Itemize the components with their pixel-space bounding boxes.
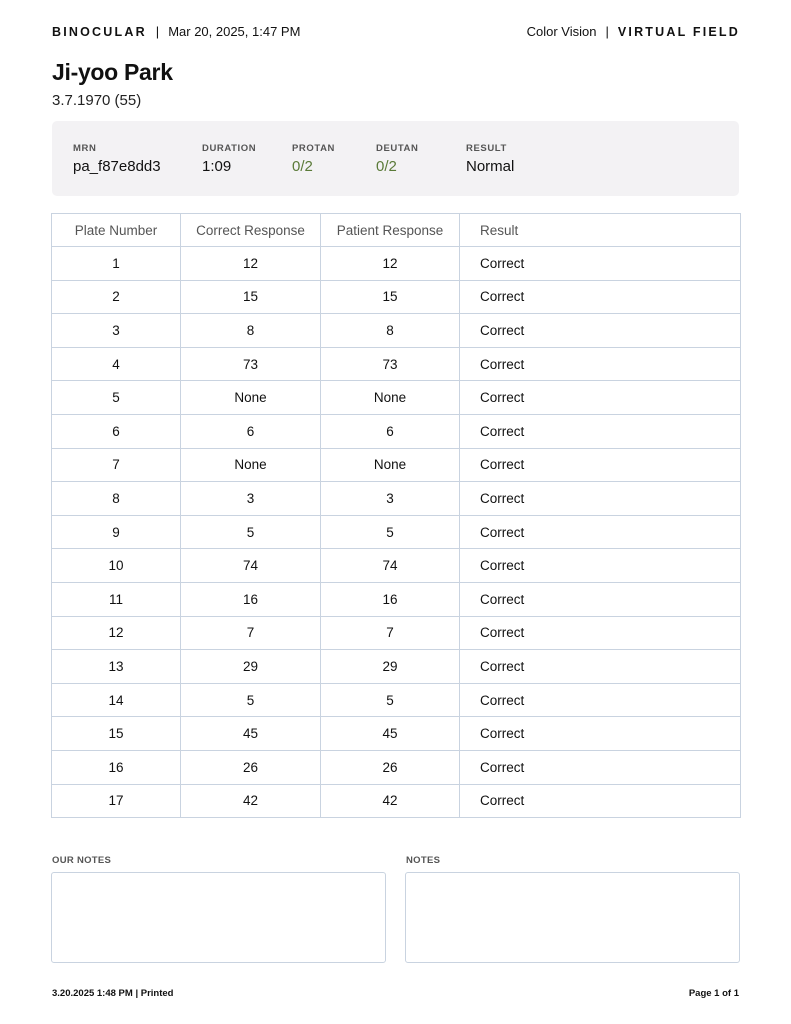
patient-response-cell: 12: [321, 247, 460, 281]
patient-response-cell: 26: [321, 750, 460, 784]
table-row: [52, 381, 741, 415]
correct-response-cell: 3: [181, 482, 321, 516]
result-cell: Correct: [460, 683, 741, 717]
table-row: [52, 616, 741, 650]
correct-response-cell: 73: [181, 347, 321, 381]
plate-number-cell: 7: [52, 448, 181, 482]
patient-response-cell: 7: [321, 616, 460, 650]
result-cell: Correct: [460, 515, 741, 549]
summary-deutan: [376, 143, 418, 175]
table-row: [52, 650, 741, 684]
header-plate-number: Plate Number: [52, 214, 181, 247]
duration-value: 1:09: [202, 158, 232, 175]
table-header-row: [52, 214, 741, 247]
correct-response-cell: 5: [181, 515, 321, 549]
patient-response-cell: 6: [321, 414, 460, 448]
correct-response-cell: 12: [181, 247, 321, 281]
table-row: [52, 414, 741, 448]
our-notes-label: OUR NOTES: [52, 855, 112, 866]
table-body: [52, 247, 741, 818]
correct-response-cell: 6: [181, 414, 321, 448]
correct-response-cell: 42: [181, 784, 321, 818]
patient-response-cell: 29: [321, 650, 460, 684]
plate-number-cell: 12: [52, 616, 181, 650]
deutan-label: DEUTAN: [376, 143, 419, 154]
header-result: Result: [460, 214, 741, 247]
summary-protan: [292, 143, 335, 175]
patient-response-cell: 16: [321, 582, 460, 616]
header-separator: |: [155, 23, 160, 39]
table-row: [52, 482, 741, 516]
header-patient-response: Patient Response: [321, 214, 460, 247]
header-left: [52, 24, 300, 39]
result-cell: Correct: [460, 616, 741, 650]
table-row: [52, 582, 741, 616]
result-cell: Correct: [460, 280, 741, 314]
plate-number-cell: 3: [52, 314, 181, 348]
table-row: [52, 448, 741, 482]
test-name: Color Vision: [526, 23, 597, 39]
result-label: RESULT: [466, 143, 507, 154]
summary-duration: [202, 143, 256, 175]
mrn-label: MRN: [73, 143, 97, 154]
page-number: Page 1 of 1: [688, 988, 739, 999]
plate-number-cell: 4: [52, 347, 181, 381]
correct-response-cell: 5: [181, 683, 321, 717]
patient-name: Ji-yoo Park: [52, 59, 173, 85]
result-cell: Correct: [460, 314, 741, 348]
patient-response-cell: 8: [321, 314, 460, 348]
product-name: VIRTUAL FIELD: [617, 24, 740, 39]
table-row: [52, 549, 741, 583]
patient-response-cell: None: [321, 381, 460, 415]
protan-label: PROTAN: [292, 143, 336, 154]
notes-box[interactable]: [405, 872, 740, 963]
result-cell: Correct: [460, 650, 741, 684]
result-cell: Correct: [460, 784, 741, 818]
plate-number-cell: 5: [52, 381, 181, 415]
plate-number-cell: 14: [52, 683, 181, 717]
plate-number-cell: 11: [52, 582, 181, 616]
result-cell: Correct: [460, 347, 741, 381]
summary-mrn: [73, 143, 161, 175]
patient-response-cell: 42: [321, 784, 460, 818]
correct-response-cell: None: [181, 381, 321, 415]
correct-response-cell: 7: [181, 616, 321, 650]
table-row: [52, 515, 741, 549]
correct-response-cell: 8: [181, 314, 321, 348]
result-cell: Correct: [460, 750, 741, 784]
header-separator: |: [605, 23, 609, 39]
patient-response-cell: 15: [321, 280, 460, 314]
plate-number-cell: 2: [52, 280, 181, 314]
result-cell: Correct: [460, 717, 741, 751]
patient-response-cell: 5: [321, 683, 460, 717]
plate-number-cell: 6: [52, 414, 181, 448]
protan-value: 0/2: [292, 158, 313, 175]
patient-dob: 3.7.1970 (55): [52, 92, 142, 109]
plate-number-cell: 13: [52, 650, 181, 684]
deutan-value: 0/2: [376, 158, 397, 175]
plate-number-cell: 16: [52, 750, 181, 784]
correct-response-cell: 29: [181, 650, 321, 684]
brand-name: BINOCULAR: [52, 24, 147, 39]
table-row: [52, 280, 741, 314]
plate-number-cell: 8: [52, 482, 181, 516]
table-row: [52, 347, 741, 381]
correct-response-cell: None: [181, 448, 321, 482]
correct-response-cell: 74: [181, 549, 321, 583]
result-cell: Correct: [460, 549, 741, 583]
header-right: [527, 24, 740, 39]
plate-number-cell: 15: [52, 717, 181, 751]
result-cell: Correct: [460, 247, 741, 281]
mrn-value: pa_f87e8dd3: [73, 158, 161, 175]
correct-response-cell: 16: [181, 582, 321, 616]
result-cell: Correct: [460, 582, 741, 616]
table-row: [52, 750, 741, 784]
table-row: [52, 247, 741, 281]
summary-panel: [52, 121, 739, 196]
patient-response-cell: 45: [321, 717, 460, 751]
result-value: Normal: [466, 158, 515, 175]
patient-response-cell: 5: [321, 515, 460, 549]
summary-result: [466, 143, 514, 175]
report-datetime: Mar 20, 2025, 1:47 PM: [168, 23, 301, 39]
table-row: [52, 683, 741, 717]
patient-response-cell: 73: [321, 347, 460, 381]
plate-number-cell: 9: [52, 515, 181, 549]
result-cell: Correct: [460, 381, 741, 415]
plate-number-cell: 17: [52, 784, 181, 818]
patient-response-cell: None: [321, 448, 460, 482]
patient-response-cell: 3: [321, 482, 460, 516]
our-notes-box[interactable]: [51, 872, 386, 963]
correct-response-cell: 45: [181, 717, 321, 751]
result-cell: Correct: [460, 448, 741, 482]
plate-number-cell: 10: [52, 549, 181, 583]
patient-response-cell: 74: [321, 549, 460, 583]
table-row: [52, 314, 741, 348]
duration-label: DURATION: [202, 143, 257, 154]
correct-response-cell: 15: [181, 280, 321, 314]
table-row: [52, 784, 741, 818]
plate-number-cell: 1: [52, 247, 181, 281]
correct-response-cell: 26: [181, 750, 321, 784]
header-correct-response: Correct Response: [181, 214, 321, 247]
result-cell: Correct: [460, 482, 741, 516]
printed-timestamp: 3.20.2025 1:48 PM | Printed: [52, 988, 174, 999]
notes-label: NOTES: [406, 855, 441, 866]
result-cell: Correct: [460, 414, 741, 448]
report-header: [52, 22, 740, 40]
plates-table: [51, 213, 741, 818]
table-row: [52, 717, 741, 751]
